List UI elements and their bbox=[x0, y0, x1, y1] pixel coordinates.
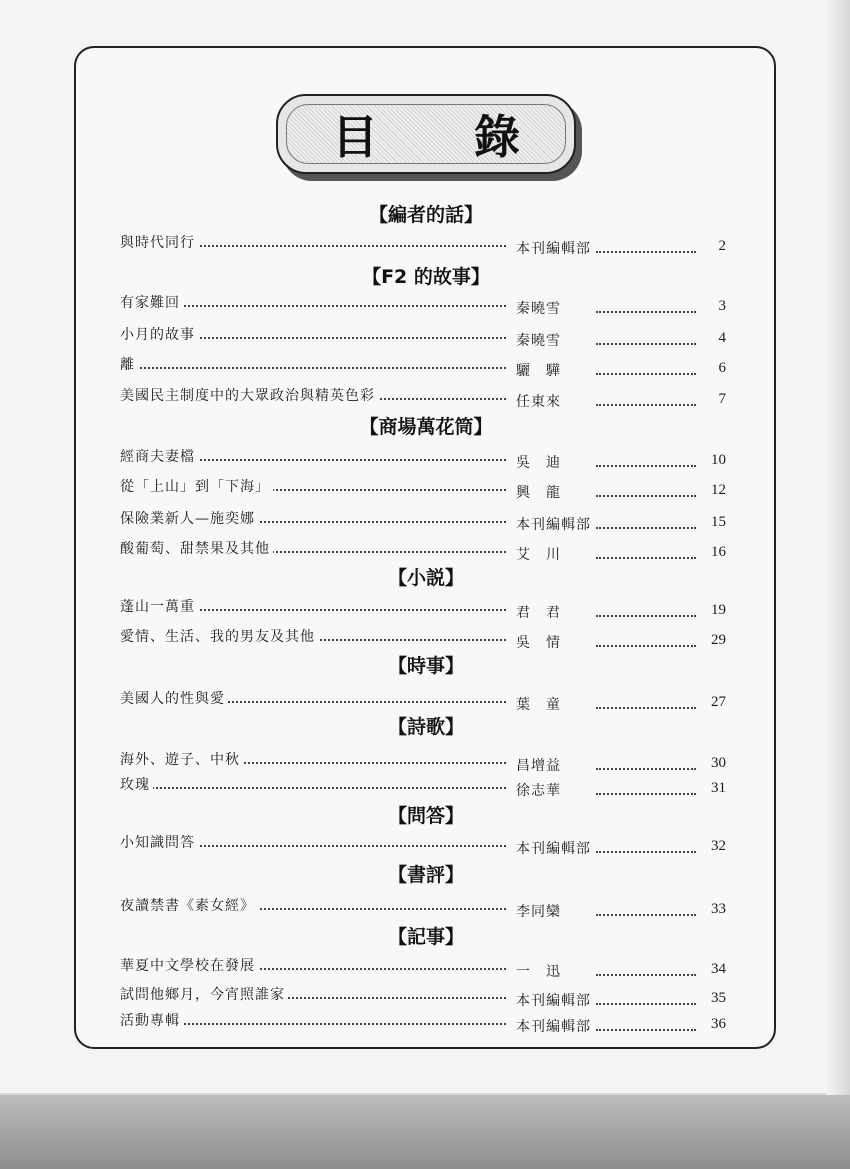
entry-title: 愛情、生活、我的男友及其他 bbox=[120, 626, 318, 646]
toc-entry[interactable] bbox=[76, 684, 776, 713]
entry-title: 離 bbox=[120, 354, 138, 374]
section-heading: 【書評】 bbox=[387, 864, 464, 886]
dot-leader bbox=[596, 974, 696, 976]
entry-page: 35 bbox=[711, 990, 726, 1006]
entry-title: 經商夫妻檔 bbox=[120, 446, 198, 466]
entry-page: 10 bbox=[711, 452, 726, 468]
entry-page: 6 bbox=[718, 360, 726, 376]
toc-entry[interactable] bbox=[76, 622, 776, 651]
dot-leader bbox=[596, 404, 696, 406]
entry-title: 小月的故事 bbox=[120, 324, 198, 344]
dot-leader bbox=[596, 311, 696, 313]
entry-page: 33 bbox=[711, 901, 726, 917]
entry-author: 本刊編輯部 bbox=[516, 993, 591, 1009]
entry-author: 本刊編輯部 bbox=[516, 517, 591, 533]
dot-leader bbox=[596, 707, 696, 709]
entry-page: 34 bbox=[711, 961, 726, 977]
entry-author: 吳 情 bbox=[516, 635, 561, 651]
dot-leader bbox=[596, 615, 696, 617]
toc-entry[interactable] bbox=[76, 350, 776, 379]
dot-leader bbox=[596, 343, 696, 345]
entry-title: 從「上山」到「下海」 bbox=[120, 476, 273, 496]
entry-author: 徐志華 bbox=[516, 783, 561, 799]
entry-page: 29 bbox=[711, 632, 726, 648]
dot-leader bbox=[596, 465, 696, 467]
entry-author: 艾 川 bbox=[516, 547, 561, 563]
entry-page: 36 bbox=[711, 1016, 726, 1032]
entry-author: 李同欒 bbox=[516, 904, 561, 920]
toc-entry[interactable] bbox=[76, 1006, 776, 1035]
entry-page: 15 bbox=[711, 514, 726, 530]
entry-title: 美國民主制度中的大眾政治與精英色彩 bbox=[120, 385, 378, 405]
entry-page: 12 bbox=[711, 482, 726, 498]
entry-title: 美國人的性與愛 bbox=[120, 688, 228, 708]
dot-leader bbox=[596, 914, 696, 916]
dot-leader bbox=[596, 527, 696, 529]
page-title: 目 錄 bbox=[331, 110, 560, 164]
scan-shadow bbox=[0, 1095, 850, 1169]
entry-author: 本刊編輯部 bbox=[516, 841, 591, 857]
toc-entry[interactable] bbox=[76, 592, 776, 621]
entry-page: 4 bbox=[718, 330, 726, 346]
section-heading: 【編者的話】 bbox=[368, 204, 483, 226]
entry-page: 16 bbox=[711, 544, 726, 560]
entry-author: 任東來 bbox=[516, 394, 561, 410]
toc-entry[interactable] bbox=[76, 534, 776, 563]
entry-page: 31 bbox=[711, 780, 726, 796]
dot-leader bbox=[596, 645, 696, 647]
entry-page: 19 bbox=[711, 602, 726, 618]
entry-author: 秦曉雪 bbox=[516, 301, 561, 317]
toc-entry[interactable] bbox=[76, 951, 776, 980]
section-heading: 【詩歌】 bbox=[387, 716, 464, 738]
toc-entry[interactable] bbox=[76, 745, 776, 774]
section-heading: 【商場萬花筒】 bbox=[359, 416, 493, 438]
dot-leader bbox=[596, 851, 696, 853]
entry-title: 華夏中文學校在發展 bbox=[120, 955, 258, 975]
entry-title: 活動專輯 bbox=[120, 1010, 183, 1030]
entry-page: 7 bbox=[718, 391, 726, 407]
entry-author: 興 龍 bbox=[516, 485, 561, 501]
entry-author: 驪 驊 bbox=[516, 363, 561, 379]
title-plaque-inner bbox=[286, 104, 566, 164]
entry-author: 君 君 bbox=[516, 605, 561, 621]
entry-page: 32 bbox=[711, 838, 726, 854]
entry-page: 3 bbox=[718, 298, 726, 314]
entry-title: 試問他鄉月，今宵照誰家 bbox=[120, 984, 288, 1004]
entry-author: 秦曉雪 bbox=[516, 333, 561, 349]
entry-author: 吳 迪 bbox=[516, 455, 561, 471]
entry-author: 葉 童 bbox=[516, 697, 561, 713]
toc-entry[interactable] bbox=[76, 381, 776, 410]
entry-page: 30 bbox=[711, 755, 726, 771]
dot-leader bbox=[596, 793, 696, 795]
dot-leader bbox=[596, 495, 696, 497]
entry-page: 27 bbox=[711, 694, 726, 710]
toc-entry[interactable] bbox=[76, 288, 776, 317]
toc-entry[interactable] bbox=[76, 980, 776, 1009]
toc-entry[interactable] bbox=[76, 828, 776, 857]
dot-leader bbox=[596, 251, 696, 253]
entry-title: 酸葡萄、甜禁果及其他 bbox=[120, 538, 273, 558]
contents-frame bbox=[74, 46, 776, 1049]
section-heading: 【時事】 bbox=[387, 655, 464, 677]
section-heading: 【小説】 bbox=[387, 567, 464, 589]
title-plaque bbox=[276, 94, 576, 174]
toc-entry[interactable] bbox=[76, 770, 776, 799]
entry-title: 夜讀禁書《素女經》 bbox=[120, 895, 258, 915]
dot-leader bbox=[120, 367, 506, 369]
dot-leader bbox=[596, 1003, 696, 1005]
entry-title: 與時代同行 bbox=[120, 232, 198, 252]
toc-entry[interactable] bbox=[76, 472, 776, 501]
dot-leader bbox=[596, 1029, 696, 1031]
toc-entry[interactable] bbox=[76, 504, 776, 533]
toc-entry[interactable] bbox=[76, 442, 776, 471]
dot-leader bbox=[120, 787, 506, 789]
toc-entry[interactable] bbox=[76, 891, 776, 920]
dot-leader bbox=[596, 557, 696, 559]
entry-author: 本刊編輯部 bbox=[516, 241, 591, 257]
entry-author: 一 迅 bbox=[516, 964, 561, 980]
entry-author: 本刊編輯部 bbox=[516, 1019, 591, 1035]
entry-title: 有家難回 bbox=[120, 292, 183, 312]
entry-title: 小知識問答 bbox=[120, 832, 198, 852]
entry-author: 昌增益 bbox=[516, 758, 561, 774]
section-heading: 【記事】 bbox=[387, 926, 464, 948]
section-heading: 【問答】 bbox=[387, 805, 464, 827]
dot-leader bbox=[596, 373, 696, 375]
page-edge-shadow bbox=[826, 0, 850, 1095]
entry-title: 蓬山一萬重 bbox=[120, 596, 198, 616]
toc-entry[interactable] bbox=[76, 320, 776, 349]
section-heading: 【F2 的故事】 bbox=[362, 266, 490, 288]
entry-title: 海外、遊子、中秋 bbox=[120, 749, 243, 769]
entry-title: 玫瑰 bbox=[120, 774, 153, 794]
entry-title: 保險業新人—施奕娜 bbox=[120, 508, 258, 528]
toc-entry[interactable] bbox=[76, 228, 776, 257]
entry-page: 2 bbox=[718, 238, 726, 254]
